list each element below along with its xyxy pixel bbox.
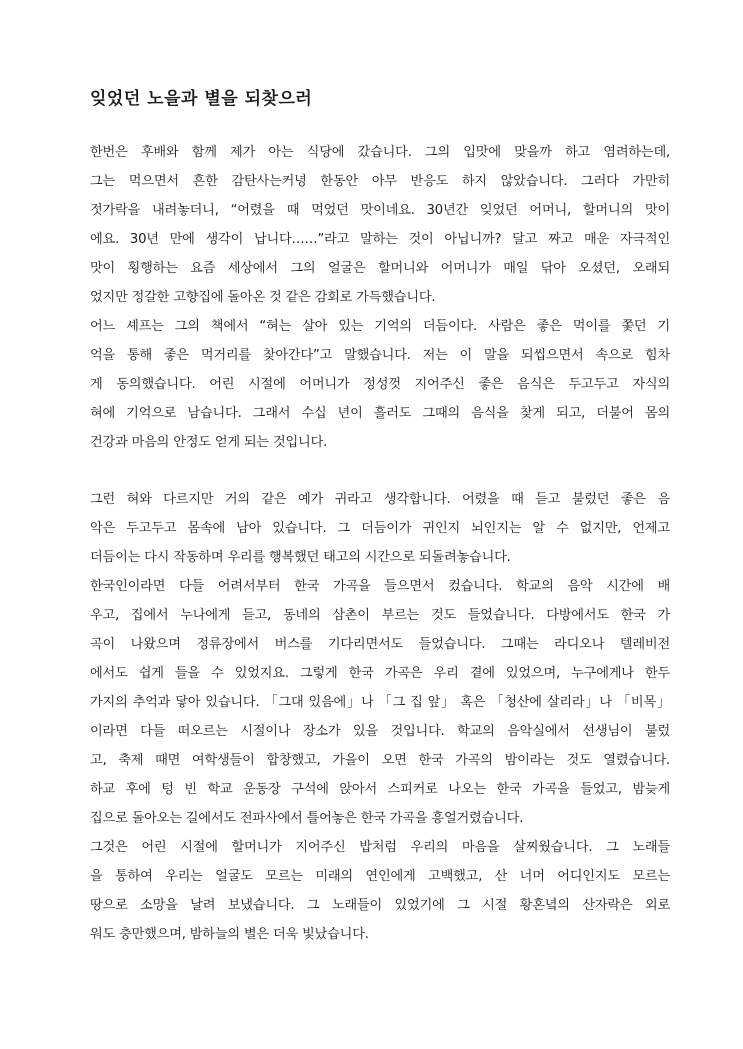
text-line: 고, 축제 때면 여학생들이 합창했고, 가을이 오면 한국 가곡의 밤이라는 것도 열렸습니다. <box>90 753 670 768</box>
text-line: 워도 충만했으며, 밤하늘의 별은 더욱 빛났습니다. <box>90 927 369 942</box>
page-title: 잊었던 노을과 별을 되찾으러 <box>90 89 313 109</box>
text-line: 땅으로 소망을 날려 보냈습니다. 그 노래들이 있었기에 그 시절 황혼녘의 산자락은 외로 <box>90 898 670 913</box>
text-line: 곡이 나왔으며 정류장에서 버스를 기다리면서도 들었습니다. 그때는 라디오나 텔레비전 <box>90 637 670 652</box>
text-line: 한국인이라면 다들 어려서부터 한국 가곡을 들으면서 컸습니다. 학교의 음악 시간에 배 <box>90 579 670 594</box>
text-line: 억을 통해 좋은 먹거리를 찾아간다”고 말했습니다. 저는 이 말을 되씹으면서 속으로 힘차 <box>90 348 670 363</box>
text-line: 젓가락을 내려놓더니, “어렸을 때 먹었던 맛이네요. 30년간 잊었던 어머니, 할머니의 맛이 <box>90 203 670 218</box>
text-line: 어느 셰프는 그의 책에서 “혀는 살아 있는 기억의 더듬이다. 사람은 좋은 먹이를 쫓던 기 <box>90 319 670 334</box>
body-section-1 <box>90 138 670 457</box>
text-line: 에요. 30년 만에 생각이 납니다……”라고 말하는 것이 아닙니까? 달고 짜고 매운 자극적인 <box>90 232 670 247</box>
body-section-2 <box>90 485 670 949</box>
text-line: 집으로 돌아오는 길에서도 전파사에서 틀어놓은 한국 가곡을 흥얼거렸습니다. <box>90 811 524 826</box>
text-line: 이라면 다들 떠오르는 시절이나 장소가 있을 것입니다. 학교의 음악실에서 선생님이 불렀 <box>90 724 670 739</box>
text-line: 맛이 횡행하는 요즘 세상에서 그의 얼굴은 할머니와 어머니가 매일 닦아 오셨던, 오래되 <box>90 261 670 276</box>
text-line: 혀에 기억으로 남습니다. 그래서 수십 년이 흘러도 그때의 음식을 찾게 되고, 더불어 몸의 <box>90 406 670 421</box>
text-line: 을 통하여 우리는 얼굴도 모르는 미래의 연인에게 고백했고, 산 너머 어디인지도 모르는 <box>90 869 670 884</box>
text-line: 우고, 집에서 누나에게 듣고, 동네의 삼촌이 부르는 것도 들었습니다. 다방에서도 한국 가 <box>90 608 670 623</box>
text-line: 악은 두고두고 몸속에 남아 있습니다. 그 더듬이가 귀인지 뇌인지는 알 수 없지만, 언제고 <box>90 521 670 536</box>
text-line: 가지의 추억과 닿아 있습니다. 「그대 있음에」나 「그 집 앞」 혹은 「청산에 살리라」나 「비목」 <box>90 695 670 710</box>
text-line: 그런 혀와 다르지만 거의 같은 예가 귀라고 생각합니다. 어렸을 때 듣고 불렀던 좋은 음 <box>90 492 670 507</box>
text-line: 게 동의했습니다. 어린 시절에 어머니가 정성껏 지어주신 좋은 음식은 두고두고 자식의 <box>90 377 670 392</box>
text-line: 었지만 정갈한 고향집에 돌아온 것 같은 감회로 가득했습니다. <box>90 290 436 305</box>
text-line: 그것은 어린 시절에 할머니가 지어주신 밥처럼 우리의 마음을 살찌웠습니다. 그 노래들 <box>90 840 670 855</box>
text-line: 건강과 마음의 안정도 얻게 되는 것입니다. <box>90 435 328 450</box>
text-line: 더듬이는 다시 작동하며 우리를 행복했던 태고의 시간으로 되돌려놓습니다. <box>90 550 511 565</box>
text-line: 그는 먹으면서 흔한 감탄사는커녕 한동안 아무 반응도 하지 않았습니다. 그러다 가만히 <box>90 174 670 189</box>
text-line: 하교 후에 텅 빈 학교 운동장 구석에 앉아서 스피커로 나오는 한국 가곡을 들었고, 밤늦게 <box>90 782 670 797</box>
text-line: 한번은 후배와 함께 제가 아는 식당에 갔습니다. 그의 입맛에 맞을까 하고 염려하는데, <box>90 145 670 160</box>
text-line: 에서도 쉽게 들을 수 있었지요. 그렇게 한국 가곡은 우리 곁에 있었으며, 누구에게나 한두 <box>90 666 670 681</box>
